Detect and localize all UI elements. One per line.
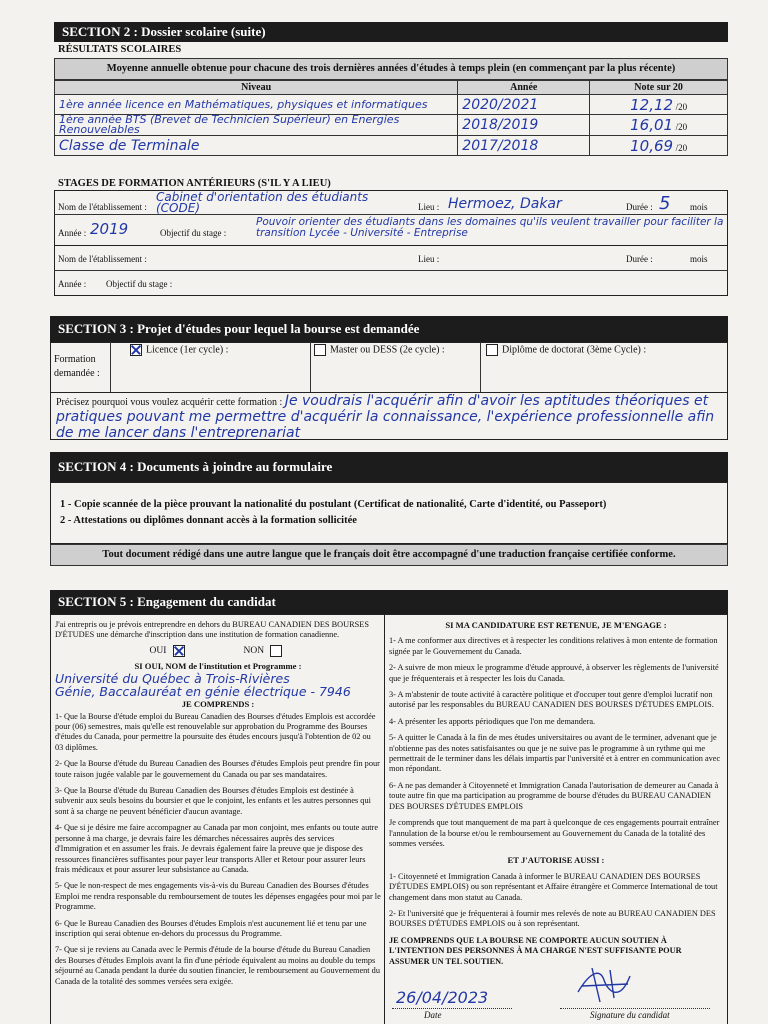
si-oui-label: SI OUI, NOM de l'institution et Programme : [134, 660, 302, 671]
document-item-1: 1 - Copie scannée de la pièce prouvant la nationalité du postulant (Certificat de nationalité, Carte d'identité, ou Passeport) [60, 499, 607, 510]
lieu-input-1[interactable]: Hermoez, Dakar [448, 196, 562, 212]
grade-cell[interactable]: 10,69 [630, 136, 674, 155]
non-label: NON [243, 646, 265, 656]
etablissement-input-1[interactable]: Cabinet d'orientation des étudiants (CODE) [156, 190, 369, 215]
internships-heading: STAGES DE FORMATION ANTÉRIEURS (S'IL Y A LIEU) [58, 178, 331, 189]
list-item: 2- Que la Bourse d'étude du Bureau Canadien des Bourses d'études Emplois peut prendre fin pour toute raison jugée valable par le gouvernement du Canada ou par ses mandataires. [55, 759, 380, 779]
comprends-text: Je comprends que tout manquement de ma part à quelconque de ces engagements pourrait entraîner l'annulation de la bourse et/ou le remboursement au Gouvernement du Canada de la totalité des sommes versées. [389, 818, 720, 848]
right-heading: SI MA CANDIDATURE EST RETENUE, JE M'ENGAGE : [445, 620, 667, 630]
translation-note: Tout document rédigé dans une autre langue que le français doit être accompagné d'une traduction française certifiée conforme. [50, 544, 728, 566]
annee-input-1[interactable]: 2019 [90, 220, 129, 238]
option-doctorat[interactable]: Diplôme de doctorat (3ème Cycle) : [486, 344, 646, 356]
level-cell[interactable]: Classe de Terminale [55, 136, 458, 156]
duree-input-1[interactable]: 5 [659, 193, 671, 214]
option-master[interactable]: Master ou DESS (2e cycle) : [314, 344, 445, 356]
label-lieu-2: Lieu : [418, 254, 440, 264]
section-3-header: SECTION 3 : Projet d'études pour lequel la bourse est demandée [50, 316, 728, 342]
formation-label: Formation demandée : [54, 354, 100, 379]
section-2-header: SECTION 2 : Dossier scolaire (suite) [54, 22, 728, 42]
results-description: Moyenne annuelle obtenue pour chacune des trois dernières années d'études à temps plein (en commençant par la plus récente) [54, 58, 728, 80]
reason-label: Précisez pourquoi vous voulez acquérir cette formation : [56, 397, 283, 408]
list-item: 7- Que si je reviens au Canada avec le Permis d'étude de la bourse d'étude du Bureau Canadien des Bourses d'études Emplois avant la fin d'une période équivalent au moins au double du temps séjourné au Canada pendant la durée du soutien financier, le remboursement au Gouvernement du Canada de la totalité des sommes versées sera exigée. [55, 945, 380, 986]
col-level: Niveau [55, 81, 458, 95]
label-objectif-2: Objectif du stage : [106, 279, 173, 289]
non-checkbox[interactable] [270, 645, 282, 657]
signature-label: Signature du candidat [590, 1010, 670, 1020]
institution-input[interactable]: Université du Québec à Trois-Rivières [55, 671, 290, 687]
table-row [55, 115, 728, 136]
grade-suffix: /20 [675, 142, 688, 153]
date-input[interactable]: 26/04/2023 [396, 988, 489, 1007]
grades-table [54, 80, 728, 156]
reason-box[interactable] [56, 394, 724, 442]
list-item: 5- Que le non-respect de mes engagements vis-à-vis du Bureau Canadien des Bourses d'études Emploi me rendra responsable du remboursement de toutes les dépenses engagées pour moi par le Programme. [55, 881, 381, 912]
grade-cell[interactable]: 16,01 [630, 116, 674, 134]
label-mois-1: mois [690, 202, 708, 212]
licence-checkbox[interactable] [130, 344, 142, 356]
oui-label: OUI [149, 646, 167, 656]
grade-cell[interactable]: 12,12 [630, 95, 674, 114]
list-item: 1- Citoyenneté et Immigration Canada à informer le BUREAU CANADIEN DES BOURSES D'ÉTUDES EMPLOIS) ou son représentant et Affaire étrangère et Commerce International de tout changement dans mon statut au Canada. [389, 871, 718, 902]
year-cell[interactable]: 2020/2021 [458, 95, 590, 115]
final-note: JE COMPRENDS QUE LA BOURSE NE COMPORTE AUCUN SOUTIEN À L'INTENTION DES PERSONNES À MA CHARGE N'EST SUFFISANTE POUR ASSUMER UN TEL SOUTIEN. [389, 935, 682, 966]
year-cell[interactable]: 2018/2019 [458, 115, 590, 136]
intro-text: J'ai entrepris ou je prévois entreprendre en dehors du BUREAU CANADIEN DES BOURSES D'ÉTUDES une démarche d'inscription dans une institution de formation canadienne. [55, 620, 369, 640]
list-item: 4- A présenter les apports périodiques que l'on me demandera. [389, 716, 596, 726]
col-year: Année [458, 81, 590, 95]
label-duree-2: Durée : [626, 254, 653, 264]
reason-text[interactable]: Je voudrais l'acquérir afin d'avoir les aptitudes théoriques et pratiques pouvant me permettre d'acquérir la connaissance, l'expérience professionnelle afin de me lancer dans l'entreprenariat [56, 393, 715, 441]
option-licence[interactable]: Licence (1er cycle) : [130, 344, 228, 356]
doctorat-checkbox[interactable] [486, 344, 498, 356]
master-checkbox[interactable] [314, 344, 326, 356]
level-cell[interactable]: 1ère année BTS (Brevet de Technicien Supérieur) en Energies Renouvelables [55, 115, 458, 136]
section-5-header: SECTION 5 : Engagement du candidat [50, 590, 728, 614]
list-item: 2- Et l'université que je fréquenterai à fournir mes relevés de note au BUREAU CANADIEN DES BOURSES D'ÉTUDES EMPLOIS ou à son représentant. [389, 908, 716, 929]
label-duree-1: Durée : [626, 202, 653, 212]
level-cell[interactable]: 1ère année licence en Mathématiques, physiques et informatiques [55, 95, 458, 115]
je-comprends-heading: JE COMPRENDS : [181, 699, 255, 710]
document-item-2: 2 - Attestations ou diplômes donnant accès à la formation sollicitée [60, 515, 357, 526]
list-item: 5- A quitter le Canada à la fin de mes études universitaires ou avant de le terminer, advenant que je n'obtienne pas des notes satisfaisantes ou que je ne suive pas le programme à un rythme qui me permettrait de le terminer dans les délais impartis par l'université et à entrer en communication avec mon répondant. [389, 733, 721, 774]
list-item: 6- Que le Bureau Canadien des Bourses d'études Emplois n'est aucunement lié et tenu par une inscription qui serai obtenue en-dehors du processus du Programme. [55, 918, 367, 938]
label-annee-2: Année : [58, 279, 87, 289]
list-item: 1- A me conformer aux directives et à respecter les conditions relatives à mon entente de formation signée par le Gouvernement du Canada. [389, 636, 718, 656]
table-row [55, 95, 728, 115]
label-etablissement-1: Nom de l'établissement : [58, 202, 147, 212]
label-etablissement-2: Nom de l'établissement : [58, 254, 147, 264]
label-mois-2: mois [690, 254, 708, 264]
documents-box [50, 482, 728, 544]
label-objectif-1: Objectif du stage : [160, 228, 227, 238]
list-item: 6- A ne pas demander à Citoyenneté et Immigration Canada l'autorisation de demeurer au Canada à toute autre fin que ma participation au programme de bourse d'études du BUREAU CANADIEN DES BOURSES D'ÉTUDES EMPLOIS [389, 780, 719, 811]
grade-suffix: /20 [675, 122, 688, 132]
engagement-left-column [55, 620, 381, 993]
results-heading: RÉSULTATS SCOLAIRES [58, 44, 182, 55]
list-item: 2- A suivre de mon mieux le programme d'étude approuvé, à observer les règlements de l'université que je fréquenterais et à respecter les lois du Canada. [389, 663, 719, 683]
date-label: Date [424, 1010, 442, 1020]
oui-checkbox[interactable] [173, 645, 185, 657]
list-item: 1- Que la Bourse d'étude emploi du Bureau Canadien des Bourses d'études Emplois est accordée pour (06) semestres, mais qu'elle est renouvelable sur approbation du Programme des Bourses d'études du Canada, pour permettre la poursuite des études encours jusqu'à l'obtention de 02 ou 03 diplômes. [55, 711, 376, 752]
table-row [55, 136, 728, 156]
label-lieu-1: Lieu : [418, 202, 440, 212]
grade-suffix: /20 [675, 101, 688, 112]
year-cell[interactable]: 2017/2018 [458, 136, 590, 156]
section-4-header: SECTION 4 : Documents à joindre au formulaire [50, 452, 728, 482]
programme-input[interactable]: Génie, Baccalauréat en génie électrique - 7946 [55, 684, 351, 700]
autorise-heading: ET J'AUTORISE AUSSI : [507, 855, 605, 866]
label-annee-1: Année : [58, 228, 87, 238]
objectif-input-1[interactable]: Pouvoir orienter des étudiants dans les domaines qu'ils veulent travailler pour faciliter la transition Lycée - Université - Entreprise [256, 216, 724, 239]
col-grade: Note sur 20 [590, 81, 728, 95]
engagement-right-column [389, 620, 723, 973]
list-item: 3- Que la Bourse d'étude du Bureau Canadien des Bourses d'études Emplois est destinée à subvenir aux seuls besoins du boursier et que le conjoint, les enfants et les autres personnes qui sont à sa charge ne peuvent bénéficier d'aucun avantage. [55, 786, 371, 816]
list-item: 3- A m'abstenir de toute activité à caractère politique et d'occuper tout genre d'emploi lucratif non autorisé par les responsables du BUREAU CANADIEN DES BOURSES D'ÉTUDES EMPLOIS. [389, 690, 714, 710]
list-item: 4- Que si je désire me faire accompagner au Canada par mon conjoint, mes enfants ou toute autre personne à ma charge, je devrais faire les démarches nécessaires auprès des services d'Immigration et en assumer les frais. Je devrais également faire la preuve que je dispose des ressources financières suffisantes pour payer leur transports Aller et Retour pour assurer leurs frais médicaux et pour assurer leur subsistance au Canada. [55, 823, 378, 874]
signature-mark[interactable] [570, 962, 640, 1006]
